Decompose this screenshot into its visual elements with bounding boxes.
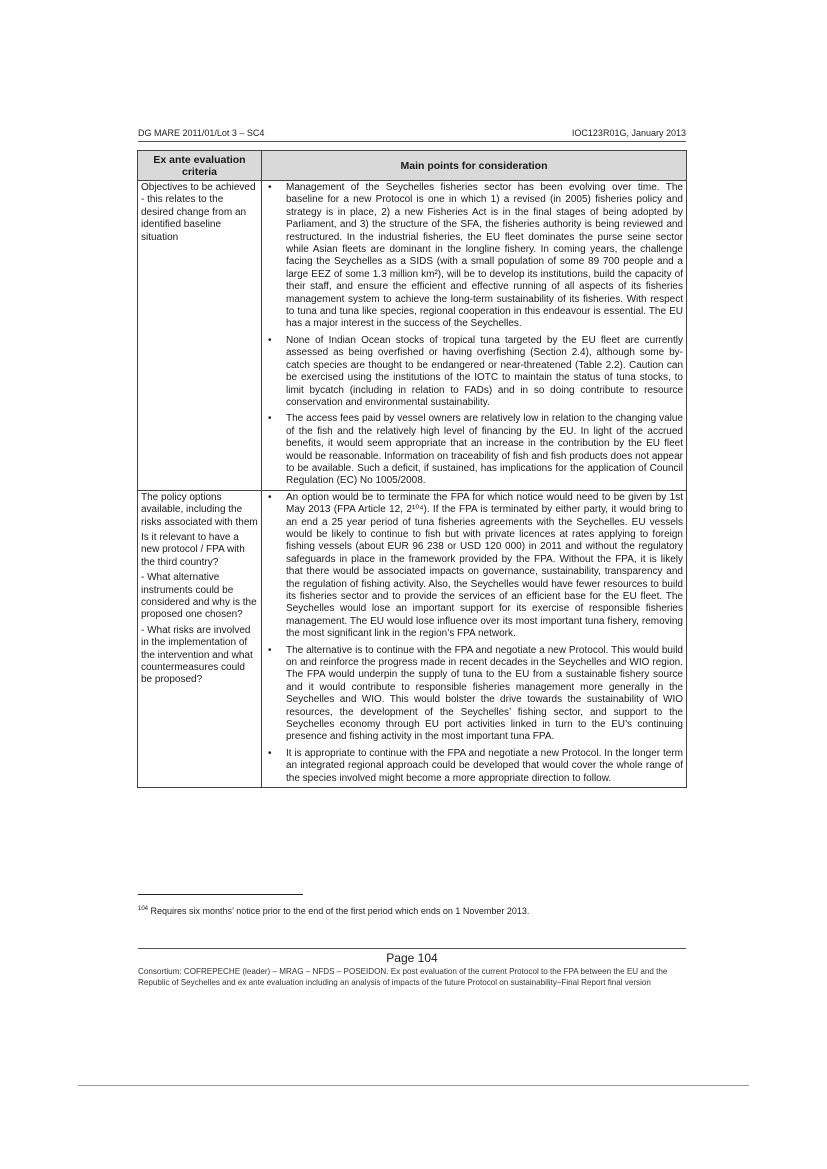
list-item — [265, 645, 683, 744]
table-header-row — [138, 151, 687, 181]
header-right: IOC123R01G, January 2013 — [571, 128, 686, 138]
bullet-icon: • — [268, 413, 272, 425]
criteria-text: Is it relevant to have a new protocol / FPA with the third country? — [141, 531, 245, 568]
table-row — [138, 490, 687, 787]
point-text: Management of the Seychelles fisheries sector has been evolving over time. The baseline for a new Protocol is one in which 1) a revised (in 2005) fisheries policy and strategy is in place, 2) a new Fisheries Act is in the final stages of being adopted by Parliament, and 3) the structure of the SFA, the fisheries authority is being reviewed and restructured. In the industrial fisheries, the EU fleet dominates the purse seine sector while Asian fleets are dominant in the longline fishery. In coming years, the challenge facing the Seychelles as a SIDS (with a small population of some 89 700 people and a large EEZ of some 1.3 million km²), will be to develop its institutions, build the capacity of their staff, and ensure the efficient and effective running of all aspects of its fisheries management system to achieve the long-term sustainability of its fisheries. With respect to tuna and tuna like species, regional cooperation in this endeavour is essential. The EU has a major interest in the success of the Seychelles. — [286, 182, 683, 330]
point-text: The alternative is to continue with the FPA and negotiate a new Protocol. This would build on and reinforce the progress made in recent decades in the Seychelles and WIO region. The FPA would underpin the supply of tuna to the EU from a sustainable fishery source and it would contribute to responsible fisheries management more generally in the Seychelles and WIO. This would bolster the drive towards the sustainability of WIO resources, the development of the Seychelles’ fishing sector, and support to the Seychelles economy through EU port activities linked in turn to the EU’s continuing presence and fishing activity in the most important tuna FPA. — [286, 644, 683, 743]
point-text: None of Indian Ocean stocks of tropical tuna targeted by the EU fleet are currently assessed as being overfished or having overfishing (Section 2.4), although some by-catch species are thought to be endangered or near-threatened (Table 2.2). Caution can be exercised using the institutions of the IOTC to maintain the status of tuna stocks, to limit bycatch (including in relation to FADs) and in so doing contribute to resource conservation and environmental sustainability. — [286, 334, 683, 408]
evaluation-table — [137, 150, 687, 788]
point-text: An option would be to terminate the FPA for which notice would need to be given by 1st May 2013 (FPA Article 12, 2¹⁰⁴). If the FPA is terminated by either party, it would bring to an end a 25 year period of tuna fisheries agreements with the Seychelles. EU vessels would be likely to continue to fish but with private licences at rates applying to foreign fishing vessels (about EUR 96 238 or USD 120 000) in 2011 and without the regulatory safeguards in place in the framework provided by the FPA. Without the FPA, it is likely that there would be associated impacts on governance, sustainability, transparency and the regulation of fishing activity. Also, the Seychelles would have fewer resources to build its fisheries sector and to provide the services of an efficient base for the EU fleet. The Seychelles would lose an important support for its exercise of responsible fisheries management. The EU would lose influence over its most important tuna fishery, removing the most significant link in the region’s FPA network. — [286, 491, 683, 640]
footer-separator — [138, 948, 686, 949]
criteria-text: - What risks are involved in the implementation of the intervention and what countermeasures could be proposed? — [141, 624, 253, 686]
point-text: The access fees paid by vessel owners are relatively low in relation to the changing value of the fish and the relatively high level of financing by the EU. In light of the accrued benefits, it would seem appropriate that an increase in the contribution by the EU fleet would be reasonable. Information on traceability of fish and fish products does not appear to be available. Such a deficit, if sustained, has implications for the application of Council Regulation (EC) No 1005/2008. — [286, 413, 683, 487]
running-header — [138, 128, 686, 142]
list-item — [265, 413, 683, 487]
bullet-icon: • — [268, 334, 272, 346]
footnote — [138, 906, 686, 917]
footnote-separator — [138, 894, 303, 895]
list-item — [265, 335, 683, 409]
bullet-icon: • — [268, 644, 272, 656]
page-bottom-divider — [78, 1085, 749, 1086]
list-item — [265, 748, 683, 785]
point-text: It is appropriate to continue with the FPA and negotiate a new Protocol. In the longer term an integrated regional approach could be developed that would cover the whole range of the species involved might become a more appropriate direction to follow. — [286, 747, 683, 784]
criteria-text: Objectives to be achieved — [141, 182, 256, 193]
criteria-cell — [138, 181, 262, 491]
footnote-marker: 104 — [138, 906, 149, 912]
header-left: DG MARE 2011/01/Lot 3 – SC4 — [138, 128, 265, 138]
criteria-text: - this relates to the desired change from an identified baseline situation — [141, 194, 247, 243]
points-cell — [262, 490, 687, 787]
bullet-icon: • — [268, 747, 272, 759]
criteria-text: The policy options available, including the risks associated with them — [141, 491, 258, 528]
column-header-criteria: Ex ante evaluation criteria — [138, 151, 262, 181]
list-item — [265, 182, 683, 331]
column-header-points: Main points for consideration — [262, 151, 687, 181]
criteria-cell — [138, 490, 262, 787]
table-row — [138, 181, 687, 491]
list-item — [265, 492, 683, 641]
footnote-text: Requires six months’ notice prior to the end of the first period which ends on 1 November 2013. — [148, 906, 530, 916]
points-cell — [262, 181, 687, 491]
page-number: Page 104 — [386, 951, 438, 965]
bullet-list — [265, 492, 683, 785]
bullet-icon: • — [268, 491, 272, 503]
bullet-list — [265, 182, 683, 488]
footer-text: Consortium: COFREPECHE (leader) – MRAG – NFDS – POSEIDON. Ex post evaluation of the current Protocol to the FPA between the EU and the Republic of Seychelles and ex ante evaluation including an analysis of impacts of the future Protocol on sustainability–Final Report final version — [138, 967, 668, 987]
bullet-icon: • — [268, 182, 272, 193]
criteria-text: - What alternative instruments could be considered and why is the proposed one chosen? — [141, 572, 257, 621]
